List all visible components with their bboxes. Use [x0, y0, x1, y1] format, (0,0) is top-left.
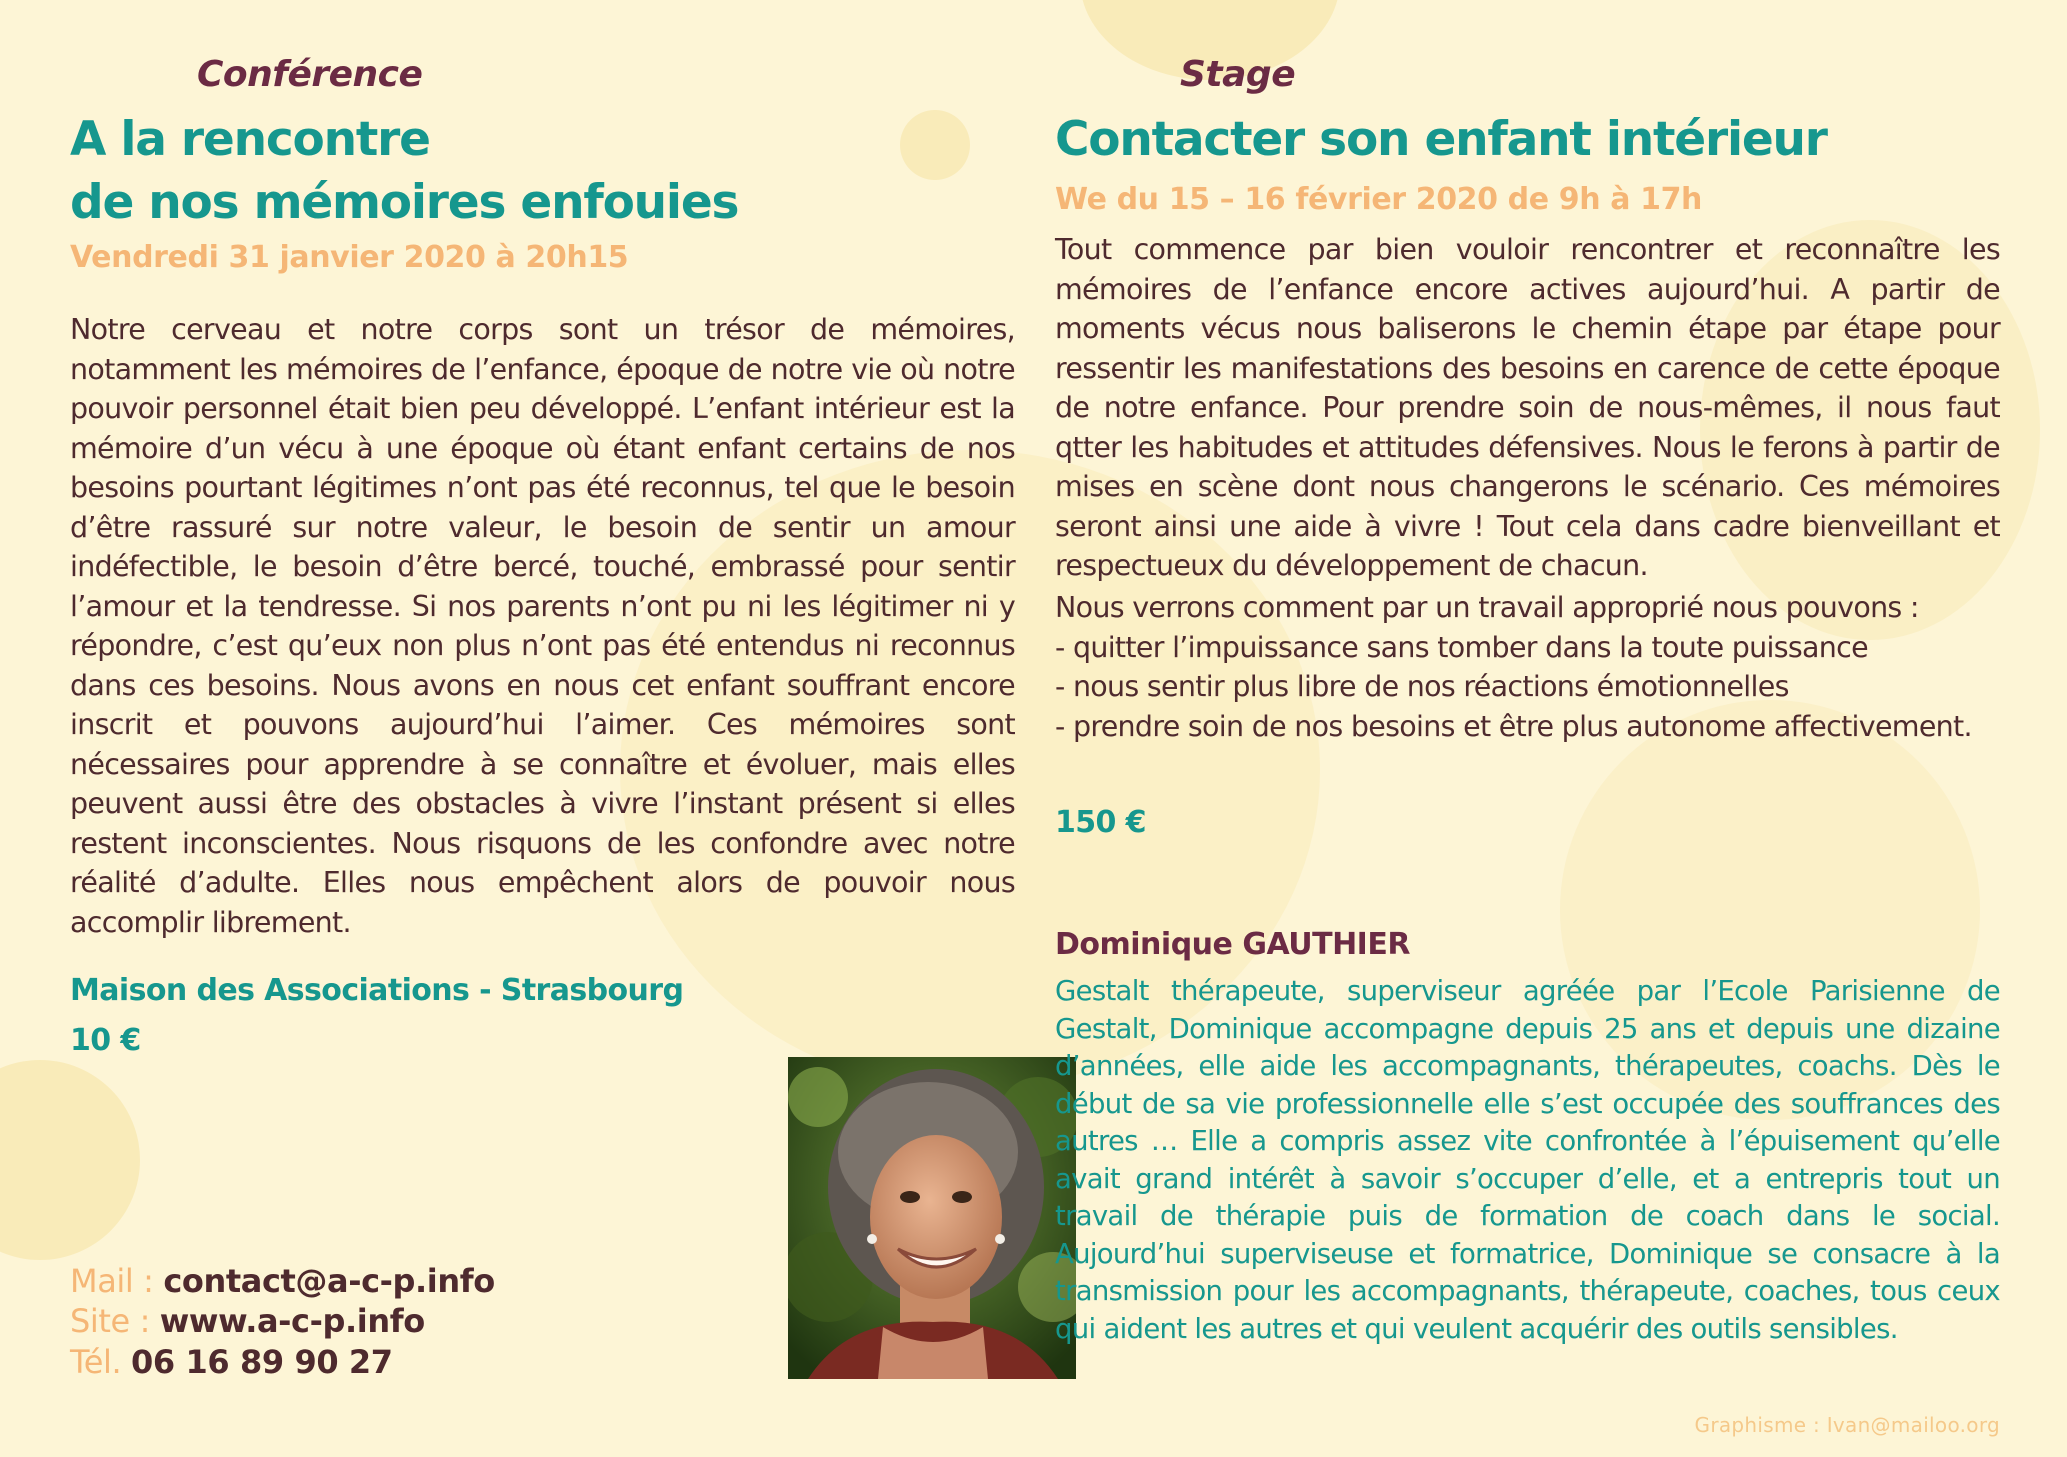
presenter-bio: Gestalt thérapeute, superviseur agréée par l’Ecole Parisienne de Gestalt, Dominique accompagne depuis 25 ans et depuis une dizaine d’années, elle aide les accompagnants, thérapeutes, coachs. Dès le début de sa vie professionnelle elle s’est occupée des souffrances des autres … Elle a compris assez vite confrontée à l’épuisement qu’elle avait grand intérêt à savoir s’occuper d’elle, et a entrepris tout un travail de thérapie puis de formation de coach dans le social. Aujourd’hui superviseuse et formatrice, Dominique se consacre à la transmission pour les accompagnants, thérapeute, coaches, tous ceux qui aident les autres et qui veulent acquérir des outils sensibles. [1055, 975, 2000, 1345]
tel-label: Tél. [70, 1343, 132, 1381]
stage-date: We du 15 – 16 février 2020 de 9h à 17h [1055, 182, 1703, 217]
conference-title-line1: A la rencontre [70, 112, 430, 167]
design-credit: Graphisme : Ivan@mailoo.org [1694, 1413, 2000, 1437]
presenter-photo [788, 1057, 1076, 1379]
list-item: - nous sentir plus libre de nos réactions émotionnelles [1055, 670, 1789, 703]
site-link[interactable]: www.a-c-p.info [159, 1302, 425, 1340]
conference-title-line2: de nos mémoires enfouies [70, 175, 739, 230]
mail-link[interactable]: contact@a-c-p.info [163, 1262, 495, 1300]
background-blob [0, 1060, 140, 1260]
conference-date: Vendredi 31 janvier 2020 à 20h15 [70, 240, 629, 275]
stage-title: Contacter son enfant intérieur [1055, 112, 1827, 167]
stage-list-intro: Nous verrons comment par un travail approprié nous pouvons : [1055, 591, 1919, 624]
stage-body: Tout commence par bien vouloir rencontrer et reconnaître les mémoires de l’enfance encore actives aujourd’hui. A partir de moments vécus nous baliserons le chemin étape par étape pour ressentir les manifestations des besoins en carence de cette époque de notre enfance. Pour prendre soin de nous-mêmes, il nous faut qtter les habitudes et attitudes défensives. Nous le ferons à partir de mises en scène dont nous changerons le scénario. Ces mémoires seront ainsi une aide à vivre ! Tout cela dans cadre bienveillant et respectueux du développement de chacun. [1055, 233, 2000, 582]
presenter-name: Dominique GAUTHIER [1055, 927, 1410, 962]
conference-price: 10 € [70, 1023, 141, 1058]
stage-price: 150 € [1055, 805, 1146, 840]
conference-body: Notre cerveau et notre corps sont un trésor de mémoires, notamment les mémoires de l’enfance, époque de notre vie où notre pouvoir personnel était bien peu développé. L’enfant intérieur est la mémoire d’un vécu à une époque où étant enfant certains de nos besoins pourtant légitimes n’ont pas été reconnus, tel que le besoin d’être rassuré sur notre valeur, le besoin de sentir un amour indéfectible, le besoin d’être bercé, touché, embrassé pour sentir l’amour et la tendresse. Si nos parents n’ont pu ni les légitimer ni y répondre, c’est qu’eux non plus n’ont pas été entendus ni reconnus dans ces besoins. Nous avons en nous cet enfant souffrant encore inscrit et pouvons aujourd’hui l’aimer. Ces mémoires sont nécessaires pour apprendre à se connaître et évoluer, mais elles peuvent aussi être des obstacles à vivre l’instant présent si elles restent inconscientes. Nous risquons de les confondre avec notre réalité d’adulte. Elles nous empêchent alors de pouvoir nous accomplir librement. [70, 313, 1015, 939]
phone-number: 06 16 89 90 27 [131, 1343, 393, 1381]
list-item: - quitter l’impuissance sans tomber dans la toute puissance [1055, 631, 1868, 664]
contact-phone [70, 1343, 393, 1381]
mail-label: Mail : [70, 1262, 164, 1300]
conference-kicker: Conférence [197, 54, 423, 95]
site-label: Site : [70, 1302, 160, 1340]
conference-title [70, 108, 738, 234]
background-blob [900, 110, 970, 180]
portrait-illustration [788, 1057, 1076, 1379]
contact-site [70, 1302, 425, 1340]
contact-mail [70, 1262, 495, 1300]
conference-venue: Maison des Associations - Strasbourg [70, 973, 684, 1008]
stage-kicker: Stage [1180, 54, 1296, 95]
list-item: - prendre soin de nos besoins et être plus autonome affectivement. [1055, 710, 1972, 743]
